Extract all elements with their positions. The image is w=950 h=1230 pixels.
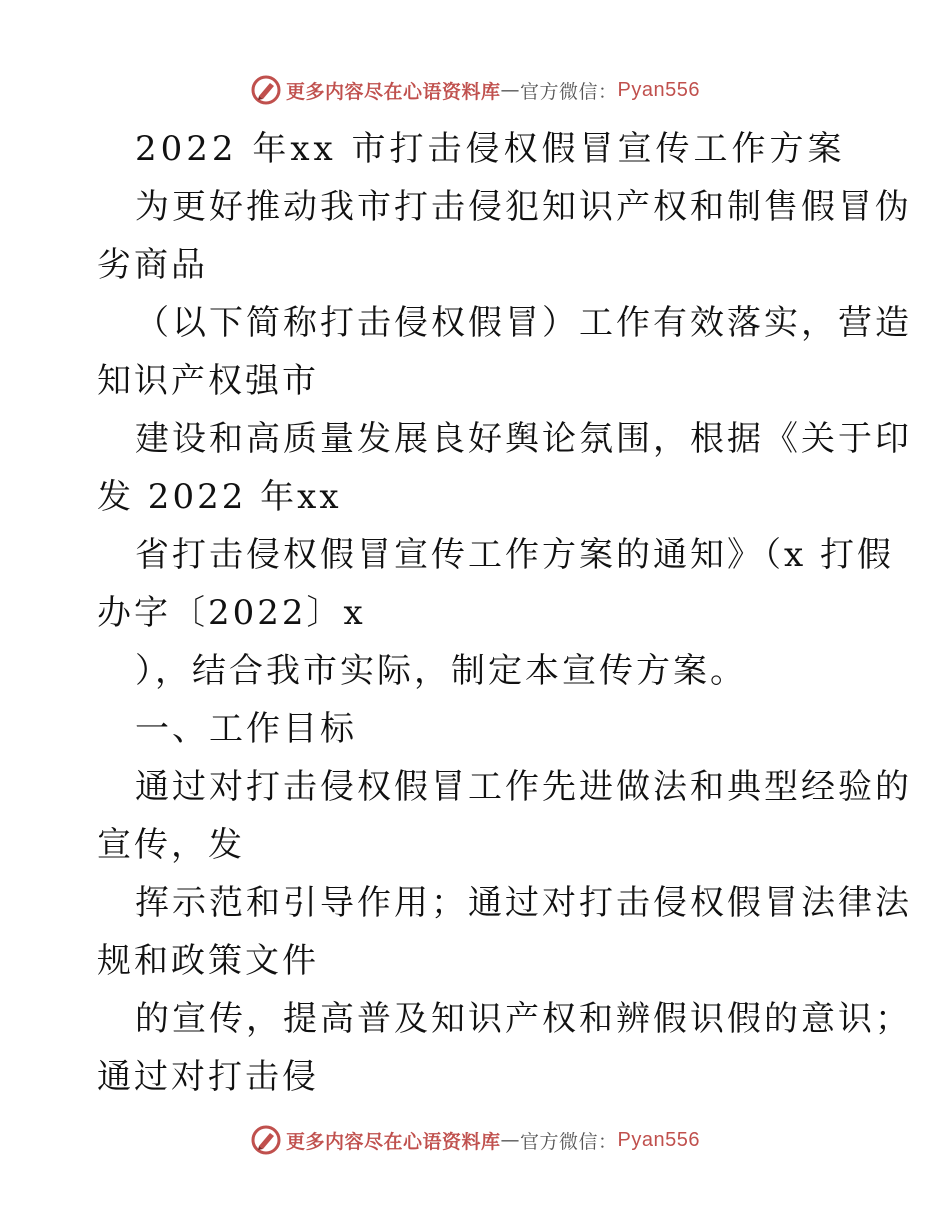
body-line: 发 2022 年xx <box>97 477 342 517</box>
footer-watermark <box>0 1120 950 1160</box>
body-line: （以下简称打击侵权假冒）工作有效落实，营造 <box>135 303 912 343</box>
pen-circle-logo-icon <box>250 1124 282 1156</box>
watermark-dash: — <box>500 1129 521 1151</box>
body-line: 通过对打击侵 <box>97 1057 319 1097</box>
watermark-dash: — <box>500 79 521 101</box>
body-line: 劣商品 <box>97 245 208 285</box>
body-line: 通过对打击侵权假冒工作先进做法和典型经验的 <box>135 767 912 807</box>
body-line: 知识产权强市 <box>97 361 319 401</box>
watermark-wechat-id: Pyan556 <box>617 1128 700 1151</box>
watermark-wechat-id: Pyan556 <box>617 78 700 101</box>
watermark-brand-text: 更多内容尽在心语资料库 <box>286 80 501 103</box>
body-line: ），结合我市实际，制定本宣传方案。 <box>135 651 747 691</box>
body-line: 的宣传，提高普及知识产权和辨假识假的意识； <box>135 999 912 1039</box>
watermark-wechat-label: 官方微信： <box>520 80 618 103</box>
body-line: 为更好推动我市打击侵犯知识产权和制售假冒伪 <box>135 187 912 227</box>
header-watermark <box>0 70 950 110</box>
body-line: 挥示范和引导作用；通过对打击侵权假冒法律法 <box>135 883 912 923</box>
body-line: 建设和高质量发展良好舆论氛围，根据《关于印 <box>135 419 912 459</box>
body-line: 规和政策文件 <box>97 941 319 981</box>
body-line: 省打击侵权假冒宣传工作方案的通知》（x 打假 <box>135 535 894 575</box>
watermark-wechat-label: 官方微信： <box>520 1130 618 1153</box>
watermark-brand-text: 更多内容尽在心语资料库 <box>286 1130 501 1153</box>
body-line: 办字〔2022〕x <box>97 593 366 633</box>
body-line: 宣传，发 <box>97 825 245 865</box>
pen-circle-logo-icon <box>250 74 282 106</box>
section-heading: 一、工作目标 <box>135 709 357 749</box>
document-title: 2022 年xx 市打击侵权假冒宣传工作方案 <box>135 129 846 169</box>
